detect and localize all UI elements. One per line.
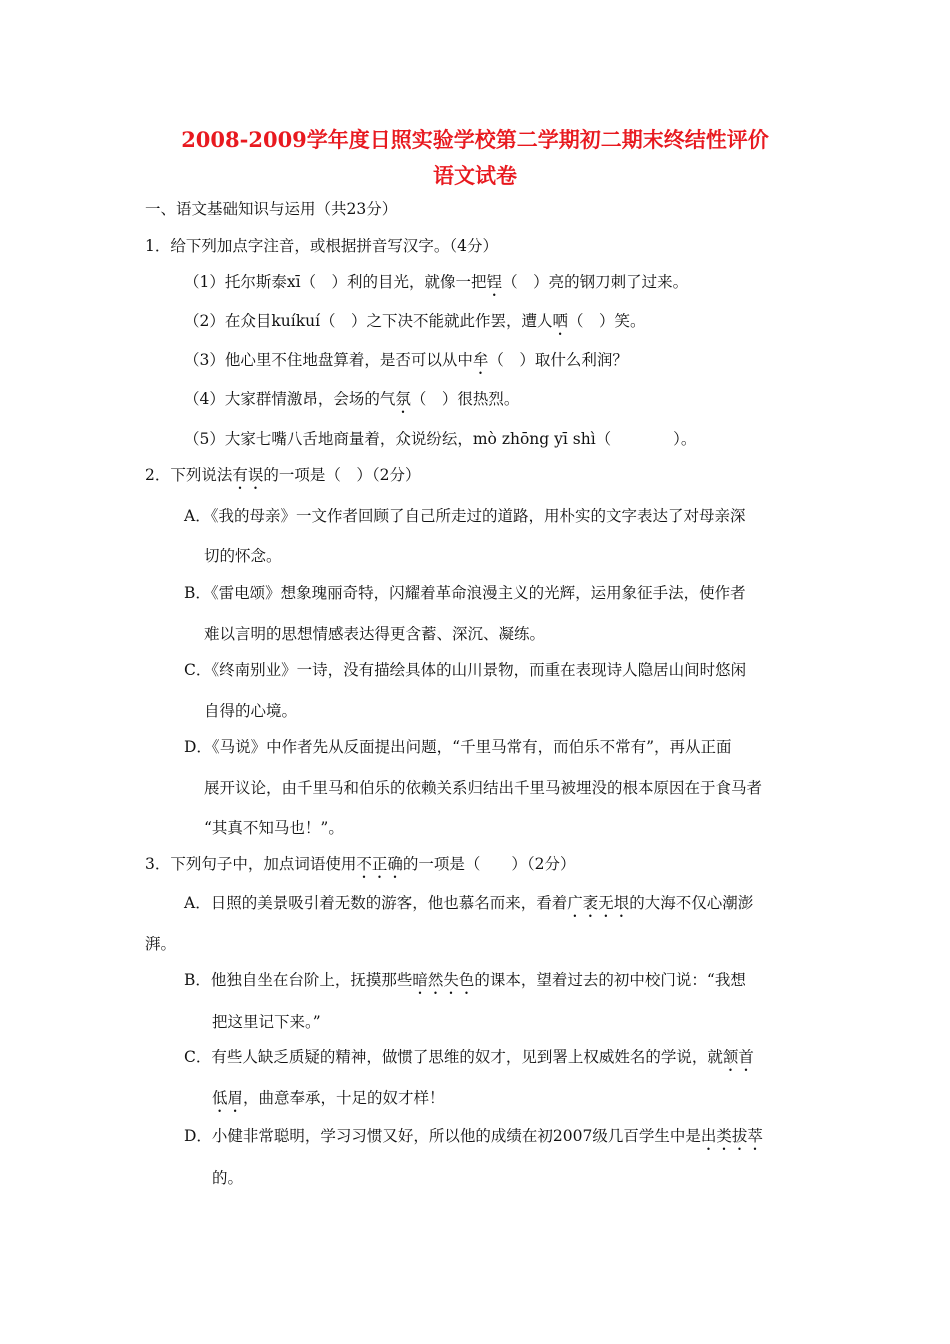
- section-heading: 一、语文基础知识与运用（共23分）: [145, 200, 398, 218]
- q3-option-b-text-b: 的课本，望着过去的初中校门说：“我想: [474, 971, 746, 989]
- q3-stem: [145, 854, 576, 882]
- q2-option-d-line1: D．《马说》中作者先从反面提出问题，“千里马常有，而伯乐不常有”，再从正面: [184, 738, 732, 756]
- q2-option-a-line2: 切的怀念。: [204, 547, 282, 565]
- q3-option-a-line2: 湃。: [145, 935, 177, 953]
- q1-item-1: [184, 272, 688, 300]
- q1-item-1-dotted-char: 锃: [486, 273, 503, 291]
- q3-option-b-line1: [184, 970, 746, 998]
- q2-stem-text-a: 2．下列说法: [145, 466, 233, 484]
- q2-option-b-line2: 难以言明的思想情感表达得更含蓄、深沉、凝练。: [204, 625, 546, 643]
- q3-option-c-line1: [184, 1047, 754, 1075]
- q3-option-a-dotted-word: 广袤无垠: [567, 894, 630, 912]
- q3-stem-dotted-word: 不正确: [356, 855, 403, 873]
- exam-subtitle: 语文试卷: [433, 163, 517, 188]
- q3-option-d-text-a: D．小健非常聪明，学习习惯又好，所以他的成绩在初2007级几百学生中是: [184, 1127, 701, 1145]
- q1-item-4-text-b: （ ）很热烈。: [410, 390, 520, 408]
- q2-option-b-line1: B．《雷电颂》想象瑰丽奇特，闪耀着革命浪漫主义的光辉，运用象征手法，使作者: [184, 584, 746, 602]
- q3-option-c-dotted-word-2: 低眉: [212, 1089, 244, 1107]
- q3-stem-text-a: 3．下列句子中，加点词语使用: [145, 855, 357, 873]
- q3-option-c-line2: [212, 1088, 445, 1116]
- q1-item-4: [184, 389, 519, 417]
- q2-stem-dotted-word: 有误: [232, 466, 264, 484]
- q1-item-4-text-a: （4）大家群情激昂，会场的气: [184, 390, 396, 408]
- q1-item-2-text-b: （ ）笑。: [568, 312, 646, 330]
- q3-option-d-dotted-word: 出类拔萃: [700, 1127, 763, 1145]
- q1-item-3: [184, 350, 628, 378]
- q1-item-2-dotted-char: 哂: [552, 312, 569, 330]
- q2-option-c-line1: C．《终南别业》一诗，没有描绘具体的山川景物，而重在表现诗人隐居山间时悠闲: [184, 661, 747, 679]
- q3-option-b-text-a: B．他独自坐在台阶上，抚摸那些: [184, 971, 413, 989]
- q2-stem: [145, 465, 421, 493]
- q3-option-a-text-a: A．日照的美景吸引着无数的游客，他也慕名而来，看着: [184, 894, 568, 912]
- q1-stem: 1．给下列加点字注音，或根据拼音写汉字。（4分）: [145, 237, 498, 255]
- q1-item-4-dotted-char: 氛: [395, 390, 411, 408]
- q3-option-d-line1: [184, 1126, 763, 1154]
- q3-option-a-text-b: 的大海不仅心潮澎: [629, 894, 754, 912]
- q3-option-a-line1: [184, 893, 753, 921]
- q3-option-c-text-b: ，曲意奉承，十足的奴才样！: [243, 1089, 445, 1107]
- exam-title: 2008-2009学年度日照实验学校第二学期初二期末终结性评价: [181, 127, 769, 152]
- q1-item-5: （5）大家七嘴八舌地商量着，众说纷纭，mò zhōng yī shì（ ）。: [184, 430, 697, 448]
- q2-stem-text-b: 的一项是（ ）（2分）: [263, 466, 421, 484]
- q3-option-c-text-a: C．有些人缺乏质疑的精神，做惯了思维的奴才，见到署上权威姓名的学说，就: [184, 1048, 723, 1066]
- q2-option-c-line2: 自得的心境。: [204, 702, 298, 720]
- q3-option-c-dotted-word-1: 颔首: [722, 1048, 754, 1066]
- q1-item-3-dotted-char: 牟: [472, 351, 489, 369]
- q3-option-d-line2: 的。: [212, 1169, 244, 1187]
- q2-option-a-line1: A．《我的母亲》一文作者回顾了自己所走过的道路，用朴实的文字表达了对母亲深: [184, 507, 746, 525]
- q1-item-2: [184, 311, 646, 339]
- q2-option-d-line3: “其真不知马也！”。: [204, 819, 344, 837]
- q1-item-3-text-a: （3）他心里不住地盘算着，是否可以从中: [184, 351, 473, 369]
- q1-item-3-text-b: （ ）取什么利润？: [488, 351, 628, 369]
- q1-item-1-text-b: （ ）亮的钢刀刺了过来。: [502, 273, 689, 291]
- q3-stem-text-b: 的一项是（ ）（2分）: [402, 855, 576, 873]
- q3-option-b-line2: 把这里记下来。”: [212, 1013, 321, 1031]
- q2-option-d-line2: 展开议论，由千里马和伯乐的依赖关系归结出千里马被埋没的根本原因在于食马者: [204, 779, 763, 797]
- q3-option-b-dotted-word: 暗然失色: [412, 971, 475, 989]
- q1-item-1-text-a: （1）托尔斯泰xī（ ）利的目光，就像一把: [184, 273, 487, 291]
- q1-item-2-text-a: （2）在众目kuíkuí（ ）之下决不能就此作罢，遭人: [184, 312, 553, 330]
